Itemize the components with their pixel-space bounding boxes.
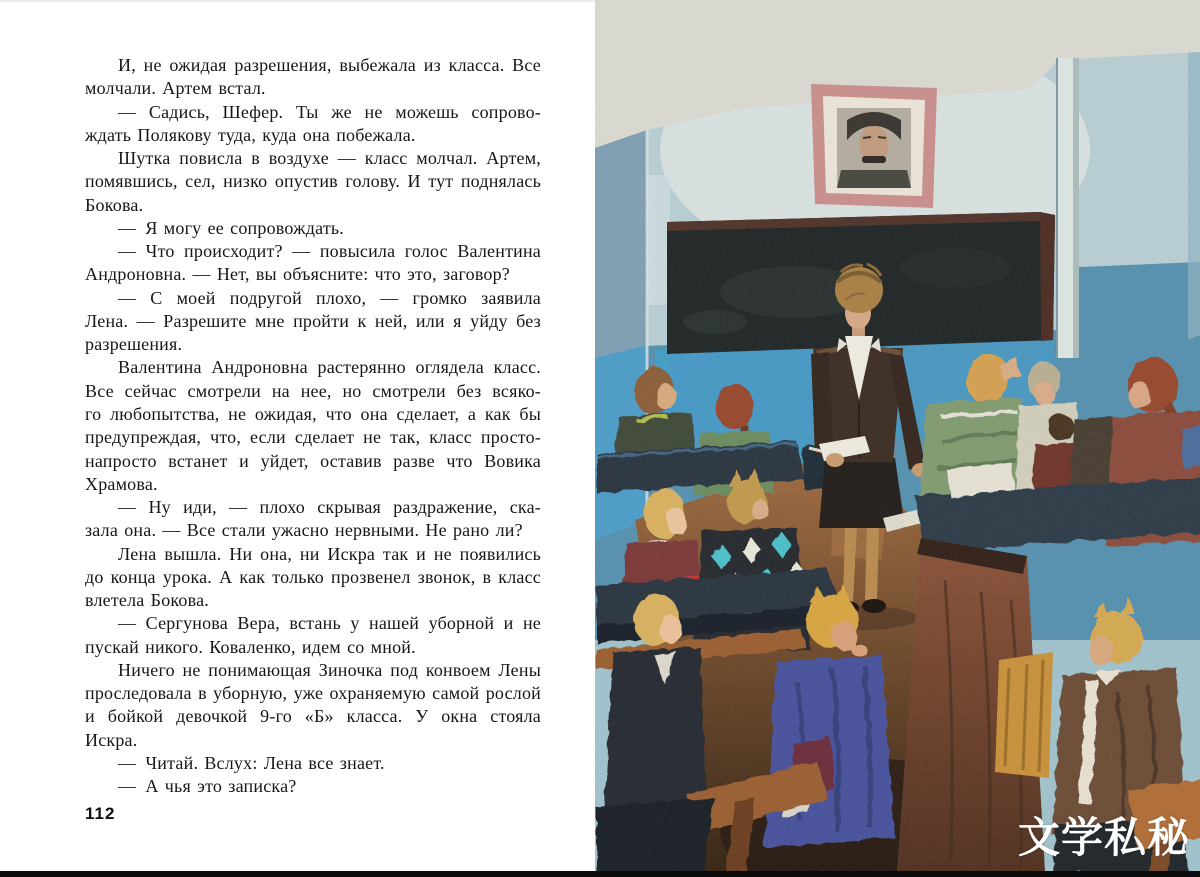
text-line: Валентина Андроновна растерянно оглядела класс. xyxy=(118,357,541,378)
text-line: И, не ожидая разрешения, выбежала из класса. Все xyxy=(118,55,541,75)
text-line: — А чья это записка? xyxy=(118,776,297,797)
text-line: пускай никого. Коваленко, идем со мной. xyxy=(85,636,416,657)
text-line: Лена вышла. Ни она, ни Искра так и не появились xyxy=(118,543,541,564)
text-line: Бокова. xyxy=(85,194,144,215)
text-line: помявшись, сел, низко опустив голову. И тут поднялась xyxy=(85,171,541,192)
text-line: Искра. xyxy=(85,729,138,750)
text-line: Шутка повисла в воздухе — класс молчал. Артем, xyxy=(118,148,541,169)
text-line: — Ну иди, — плохо скрывая раздражение, ска- xyxy=(118,497,541,518)
text-line: влетела Бокова. xyxy=(85,590,209,611)
text-line: разрешения. xyxy=(85,334,183,355)
illustration xyxy=(595,0,1200,871)
text-line: напросто встанет и уйдет, оставив разве что Вовика xyxy=(85,450,541,471)
text-line: молчали. Артем встал. xyxy=(85,78,266,99)
paint-grain xyxy=(595,0,1200,871)
text-line: зала она. — Все стали ужасно нервными. Не рано ли? xyxy=(85,520,523,541)
text-line: го любопытства, не ожидая, что она сделает, а как бы xyxy=(85,403,541,424)
text-line: — Что происходит? — повысила голос Валентина xyxy=(118,241,541,262)
page-text xyxy=(85,54,541,799)
text-line: Храмова. xyxy=(85,473,158,494)
page-number: 112 xyxy=(85,804,116,823)
text-line: до конца урока. А как только прозвенел звонок, в класс xyxy=(85,566,541,587)
text-line: Ничего не понимающая Зиночка под конвоем Лены xyxy=(118,659,541,680)
text-line: ждать Полякову туда, куда она побежала. xyxy=(85,124,416,145)
text-line: Андроновна. — Нет, вы объясните: что это, заговор? xyxy=(85,264,510,285)
text-line: предупреждая, что, если сделает не так, класс просто- xyxy=(85,427,541,448)
text-line: проследовала в уборную, уже охраняемую самой рослой xyxy=(85,683,541,704)
classroom-painting xyxy=(595,0,1200,871)
text-line: и бойкой девочкой 9-го «Б» класса. У окна стояла xyxy=(85,706,541,727)
text-line: Все сейчас смотрели на нее, но смотрели без всяко- xyxy=(85,380,541,401)
text-line: Лена. — Разрешите мне пройти к ней, или я уйду без xyxy=(85,310,541,331)
text-line: — Садись, Шефер. Ты же не можешь сопрово- xyxy=(118,101,541,122)
text-line: — Читай. Вслух: Лена все знает. xyxy=(118,752,385,773)
text-line: — Я могу ее сопровождать. xyxy=(118,217,345,238)
text-line: — С моей подругой плохо, — громко заявила xyxy=(118,287,541,308)
watermark-text: 文学私秘 xyxy=(1017,813,1190,862)
page-bottom-edge xyxy=(0,871,1200,877)
text-line: — Сергунова Вера, встань у нашей уборной и не xyxy=(118,613,541,634)
